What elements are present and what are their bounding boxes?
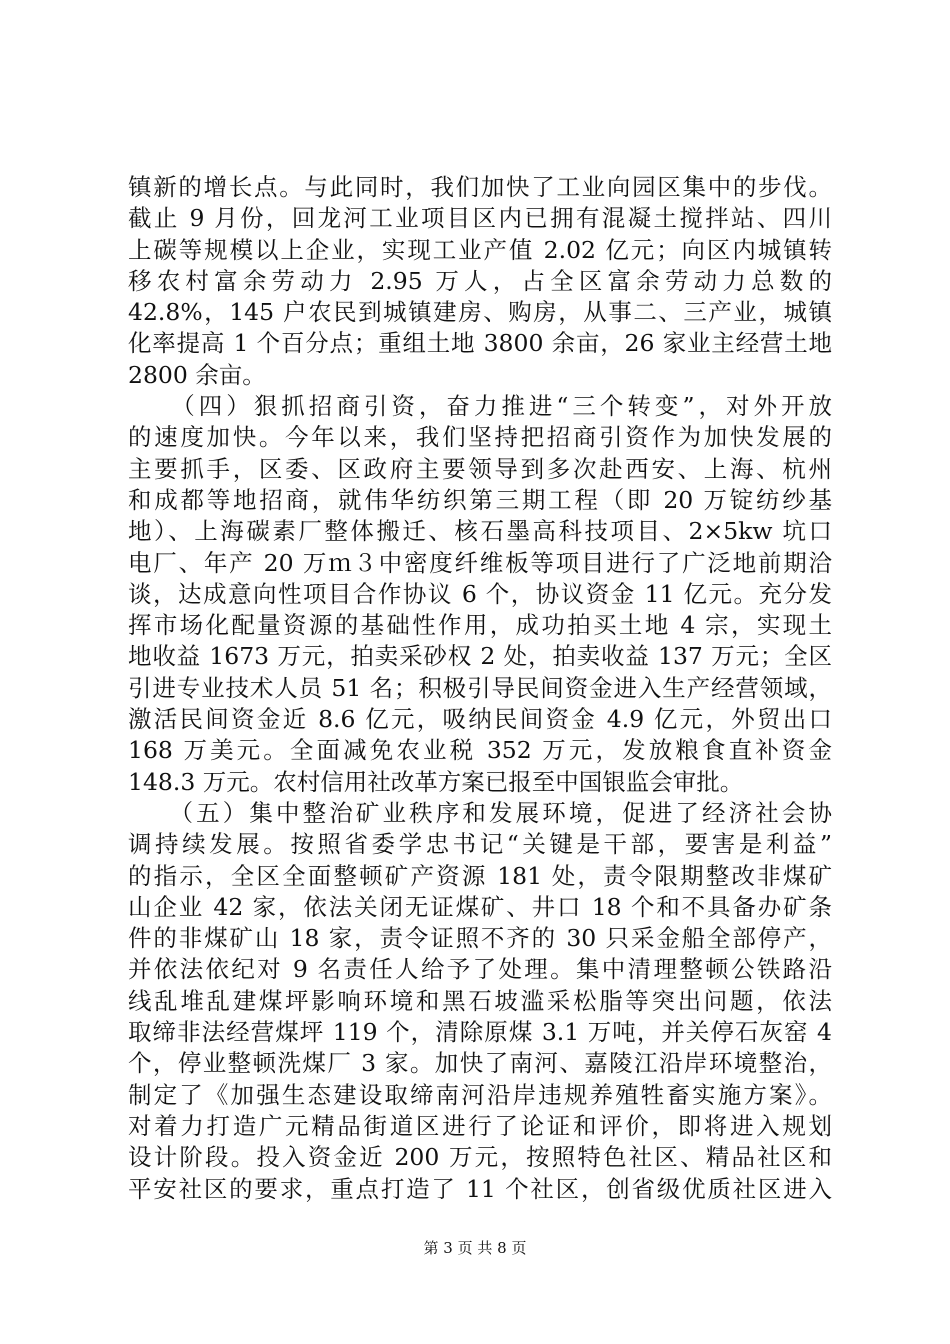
text-line: （四）狠抓招商引资，奋力推进“三个转变”，对外开放 [128,392,832,421]
text-line: 主要抓手，区委、区政府主要领导到多次赴西安、上海、杭州 [128,454,832,483]
text-line: 化率提高 1 个百分点；重组土地 3800 余亩，26 家业主经营土地 [128,329,832,358]
page-footer: 第 3 页 共 8 页 [423,1239,527,1257]
text-line: 148.3 万元。农村信用社改革方案已报至中国银监会审批。 [128,767,744,796]
text-line: 168 万美元。全面减免农业税 352 万元，发放粮食直补资金 [128,736,832,765]
text-line: 电厂、年产 20 万ｍ３中密度纤维板等项目进行了广泛地前期洽 [128,548,832,577]
body-text [128,172,832,1205]
text-line: 取缔非法经营煤坪 119 个，清除原煤 3.1 万吨，并关停石灰窑 4 [128,1018,832,1047]
text-line: 镇新的增长点。与此同时，我们加快了工业向园区集中的步伐。 [128,173,832,201]
text-line: 平安社区的要求，重点打造了 11 个社区，创省级优质社区进入 [128,1174,832,1203]
text-line: 谈，达成意向性项目合作协议 6 个，协议资金 11 亿元。充分发 [128,579,832,608]
text-line: 上碳等规模以上企业，实现工业产值 2.02 亿元；向区内城镇转 [128,235,832,264]
text-line: 移农村富余劳动力 2.95 万人，占全区富余劳动力总数的 [128,266,832,295]
text-line: 的速度加快。今年以来，我们坚持把招商引资作为加快发展的 [128,423,832,452]
text-line: 线乱堆乱建煤坪影响环境和黑石坡滥采松脂等突出问题，依法 [128,986,832,1015]
text-line: 制定了《加强生态建设取缔南河沿岸违规养殖牲畜实施方案》。 [128,1080,832,1109]
text-line: 调持续发展。按照省委学忠书记“关键是干部，要害是利益” [128,830,832,859]
text-line: 对着力打造广元精品街道区进行了论证和评价，即将进入规划 [128,1111,832,1140]
text-line: 的指示，全区全面整顿矿产资源 181 处，责令限期整改非煤矿 [128,861,832,890]
text-line: 激活民间资金近 8.6 亿元，吸纳民间资金 4.9 亿元，外贸出口 [128,705,832,734]
text-line: 引进专业技术人员 51 名；积极引导民间资金进入生产经营领域， [128,673,832,702]
text-line: 地收益 1673 万元，拍卖采砂权 2 处，拍卖收益 137 万元；全区 [128,642,832,671]
text-line: 和成都等地招商，就伟华纺织第三期工程（即 20 万锭纺纱基 [128,485,832,514]
text-line: 山企业 42 家，依法关闭无证煤矿、井口 18 个和不具备办矿条 [128,892,832,921]
text-line: 个，停业整顿洗煤厂 3 家。加快了南河、嘉陵江沿岸环境整治， [128,1049,832,1078]
text-line: （五）集中整治矿业秩序和发展环境，促进了经济社会协 [128,798,832,827]
text-line: 件的非煤矿山 18 家，责令证照不齐的 30 只采金船全部停产， [128,924,832,953]
text-line: 并依法依纪对 9 名责任人给予了处理。集中清理整顿公铁路沿 [128,955,832,984]
text-line: 截止 9 月份，回龙河工业项目区内已拥有混凝土搅拌站、四川 [128,204,832,233]
text-line: 2800 余亩。 [128,360,266,389]
text-line: 设计阶段。投入资金近 200 万元，按照特色社区、精品社区和 [128,1143,832,1172]
text-line: 42.8%，145 户农民到城镇建房、购房，从事二、三产业，城镇 [128,298,832,327]
text-line: 地）、上海碳素厂整体搬迁、核石墨高科技项目、2×5kw 坑口 [128,517,832,546]
text-line: 挥市场化配量资源的基础性作用，成功拍买土地 4 宗，实现土 [128,611,832,640]
